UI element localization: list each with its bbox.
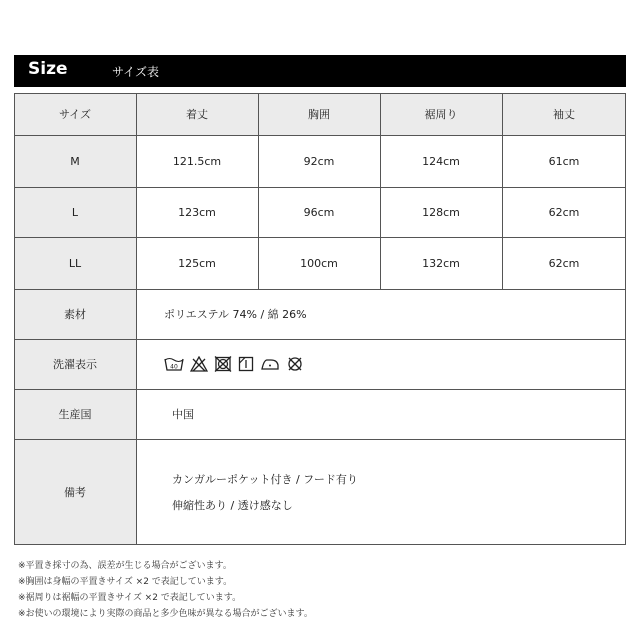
care-icons-cell (136, 339, 626, 389)
col-header-hem: 裾周り (424, 108, 458, 121)
table-cell: 124cm (422, 154, 460, 168)
footnote: ※裾周りは裾幅の平置きサイズ ×2 で表記しています。 (18, 593, 242, 603)
table-cell: 125cm (178, 256, 216, 270)
origin-value: 中国 (172, 408, 194, 421)
col-header-sleeve: 袖丈 (553, 108, 575, 121)
table-cell: 62cm (548, 205, 580, 219)
remarks-line: カンガルーポケット付き / フード有り (172, 473, 358, 486)
origin-label: 生産国 (58, 408, 92, 421)
table-cell: 128cm (422, 205, 460, 219)
table-cell: 96cm (303, 205, 335, 219)
size-header-bar (14, 55, 626, 87)
table-cell: 62cm (548, 256, 580, 270)
table-cell: 132cm (422, 256, 460, 270)
no-tumble-dry-icon (214, 356, 232, 372)
header-title: Size (28, 59, 68, 79)
care-label: 洗濯表示 (53, 358, 97, 371)
material-label: 素材 (64, 308, 86, 321)
wash-40-icon (164, 356, 184, 372)
col-header-size: サイズ (58, 108, 92, 121)
row-size-label: LL (68, 256, 82, 270)
table-cell: 61cm (548, 154, 580, 168)
no-dry-clean-icon (286, 356, 304, 372)
col-header-chest: 胸囲 (308, 108, 330, 121)
remarks-line: 伸縮性あり / 透け感なし (172, 499, 293, 512)
remarks-label: 備考 (64, 486, 86, 499)
svg-text:40: 40 (170, 363, 178, 371)
footnote: ※胸囲は身幅の平置きサイズ ×2 で表記しています。 (18, 577, 233, 587)
header-subtitle: サイズ表 (112, 65, 160, 79)
material-value: ポリエステル 74% / 綿 26% (164, 308, 307, 321)
row-size-label: M (70, 154, 80, 168)
footnote: ※平置き採寸の為、誤差が生じる場合がございます。 (18, 561, 232, 571)
table-cell: 92cm (303, 154, 335, 168)
footnotes (18, 558, 313, 622)
table-cell: 123cm (178, 205, 216, 219)
remarks-cell (136, 439, 626, 545)
no-bleach-icon (190, 356, 208, 372)
footnote: ※お使いの環境により実際の商品と多少色味が異なる場合がございます。 (18, 609, 313, 619)
row-size-label: L (71, 205, 79, 219)
col-header-length: 着丈 (186, 108, 208, 121)
iron-low-icon (260, 356, 280, 372)
table-cell: 100cm (300, 256, 338, 270)
line-dry-icon (238, 356, 254, 372)
size-table (14, 93, 626, 545)
table-cell: 121.5cm (172, 154, 222, 168)
